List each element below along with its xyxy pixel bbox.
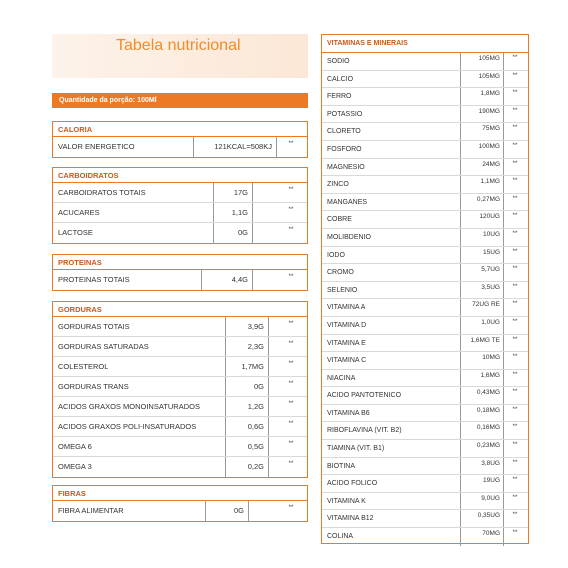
nutrient-name: POTASSIO bbox=[327, 110, 363, 118]
daily-value-marker: ** bbox=[512, 354, 518, 361]
section-caloria bbox=[52, 121, 308, 158]
table-row bbox=[322, 440, 528, 458]
nutrient-value: 3,8UG bbox=[460, 458, 504, 475]
nutrient-value: 24MG bbox=[460, 159, 504, 176]
title-bar bbox=[52, 34, 308, 78]
daily-value-marker: ** bbox=[512, 494, 518, 501]
nutrient-name: VITAMINA B12 bbox=[327, 515, 374, 523]
nutrient-value: 1,2G bbox=[225, 397, 269, 416]
table-row bbox=[322, 71, 528, 89]
table-row bbox=[322, 176, 528, 194]
nutrient-value: 1,7MG bbox=[225, 357, 269, 376]
nutrient-value: 120UG bbox=[460, 211, 504, 228]
section-gorduras bbox=[52, 301, 308, 478]
table-row bbox=[322, 141, 528, 159]
daily-value-marker: ** bbox=[288, 207, 294, 213]
daily-value-marker: ** bbox=[288, 421, 294, 427]
nutrient-name: MAGNESIO bbox=[327, 163, 365, 171]
nutrient-name: ACIDO PANTOTENICO bbox=[327, 392, 402, 400]
nutrient-value: 15UG bbox=[460, 247, 504, 264]
table-row bbox=[322, 352, 528, 370]
nutrient-value: 9,0UG bbox=[460, 493, 504, 510]
nutrient-value: 0,6G bbox=[225, 417, 269, 436]
section-heading: FIBRAS bbox=[53, 486, 307, 501]
nutrient-value: 0,2G bbox=[225, 457, 269, 477]
nutrient-name: MANGANES bbox=[327, 198, 368, 206]
nutrient-value: 1,8MG bbox=[460, 88, 504, 105]
table-row bbox=[322, 528, 528, 546]
nutrient-value: 0G bbox=[225, 377, 269, 396]
table-row bbox=[322, 335, 528, 353]
table-row bbox=[53, 437, 307, 457]
nutrient-value: 1,6MG TE bbox=[460, 335, 504, 352]
nutrient-name: SELENIO bbox=[327, 286, 358, 294]
table-row bbox=[322, 370, 528, 388]
nutrient-name: VITAMINA D bbox=[327, 321, 367, 329]
daily-value-marker: ** bbox=[288, 505, 294, 511]
nutrient-value: 3,9G bbox=[225, 317, 269, 336]
daily-value-marker: ** bbox=[512, 90, 518, 97]
table-row bbox=[53, 397, 307, 417]
daily-value-marker: ** bbox=[512, 424, 518, 431]
daily-value-marker: ** bbox=[512, 55, 518, 61]
nutrient-value: 75MG bbox=[460, 123, 504, 140]
nutrient-name: TIAMINA (VIT. B1) bbox=[327, 445, 385, 453]
daily-value-marker: ** bbox=[288, 227, 294, 233]
nutrient-name: FIBRA ALIMENTAR bbox=[58, 506, 124, 515]
table-row bbox=[322, 264, 528, 282]
nutrient-value: 0,5G bbox=[225, 437, 269, 456]
nutrient-name: COLINA bbox=[327, 533, 354, 541]
nutrient-value: 105MG bbox=[460, 53, 504, 70]
daily-value-marker: ** bbox=[512, 389, 518, 396]
nutrient-name: NIACINA bbox=[327, 374, 356, 382]
daily-value-marker: ** bbox=[288, 187, 294, 193]
daily-value-marker: ** bbox=[512, 213, 518, 220]
nutrient-name: VALOR ENERGETICO bbox=[58, 142, 135, 151]
daily-value-marker: ** bbox=[512, 107, 518, 114]
section-fibras bbox=[52, 485, 308, 522]
table-row bbox=[322, 106, 528, 124]
nutrient-name: SODIO bbox=[327, 58, 350, 65]
daily-value-marker: ** bbox=[512, 125, 518, 132]
daily-value-marker: ** bbox=[512, 442, 518, 449]
nutrient-name: VITAMINA E bbox=[327, 339, 366, 347]
nutrient-value: 190MG bbox=[460, 106, 504, 123]
table-row bbox=[322, 247, 528, 265]
nutrient-value: 0,35UG bbox=[460, 510, 504, 527]
nutrient-value: 100MG bbox=[460, 141, 504, 158]
table-row bbox=[53, 203, 307, 223]
table-row bbox=[53, 223, 307, 243]
table-row bbox=[322, 229, 528, 247]
nutrient-name: PROTEINAS TOTAIS bbox=[58, 275, 130, 284]
daily-value-marker: ** bbox=[512, 318, 518, 325]
table-row bbox=[53, 270, 307, 290]
daily-value-marker: ** bbox=[512, 477, 518, 484]
nutrient-value: 72UG RE bbox=[460, 299, 504, 316]
nutrient-name: GORDURAS TOTAIS bbox=[58, 322, 130, 331]
daily-value-marker: ** bbox=[288, 461, 294, 467]
table-row bbox=[322, 211, 528, 229]
daily-value-marker: ** bbox=[512, 406, 518, 413]
daily-value-marker: ** bbox=[512, 301, 518, 308]
table-row bbox=[53, 317, 307, 337]
nutrient-name: CLORETO bbox=[327, 128, 361, 136]
table-row bbox=[322, 493, 528, 511]
daily-value-marker: ** bbox=[512, 248, 518, 255]
table-row bbox=[322, 123, 528, 141]
nutrient-name: ZINCO bbox=[327, 181, 349, 189]
daily-value-marker: ** bbox=[512, 266, 518, 273]
nutrient-value: 0G bbox=[213, 223, 253, 243]
table-row bbox=[322, 510, 528, 528]
nutrient-value: 70MG bbox=[460, 528, 504, 546]
nutrient-value: 10UG bbox=[460, 229, 504, 246]
section-heading: CALORIA bbox=[53, 122, 307, 137]
nutrient-name: FOSFORO bbox=[327, 145, 362, 153]
table-row bbox=[53, 377, 307, 397]
table-row bbox=[322, 387, 528, 405]
nutrient-value: 10MG bbox=[460, 352, 504, 369]
nutrient-name: COLESTEROL bbox=[58, 362, 109, 371]
daily-value-marker: ** bbox=[288, 381, 294, 387]
section-proteinas bbox=[52, 254, 308, 291]
table-row bbox=[53, 417, 307, 437]
nutrient-name: CARBOIDRATOS TOTAIS bbox=[58, 188, 146, 197]
nutrient-value: 0G bbox=[205, 501, 249, 521]
table-row bbox=[53, 137, 307, 157]
daily-value-marker: ** bbox=[288, 341, 294, 347]
nutrient-value: 17G bbox=[213, 183, 253, 202]
daily-value-marker: ** bbox=[512, 512, 518, 519]
nutrient-name: VITAMINA A bbox=[327, 304, 366, 312]
table-row bbox=[53, 357, 307, 377]
daily-value-marker: ** bbox=[512, 530, 518, 537]
nutrient-value: 1,1G bbox=[213, 203, 253, 222]
table-row bbox=[322, 53, 528, 71]
nutrient-name: ACIDOS GRAXOS MONOINSATURADOS bbox=[58, 402, 200, 411]
nutrient-value: 3,5UG bbox=[460, 282, 504, 299]
nutrient-name: ACIDO FOLICO bbox=[327, 480, 378, 488]
section-carboidratos bbox=[52, 167, 308, 244]
nutrient-value: 1,1MG bbox=[460, 176, 504, 193]
nutrient-value: 121KCAL=508KJ bbox=[193, 137, 277, 157]
nutrient-value: 0,16MG bbox=[460, 422, 504, 439]
daily-value-marker: ** bbox=[512, 160, 518, 167]
nutrient-name: ACUCARES bbox=[58, 208, 100, 217]
table-row bbox=[322, 422, 528, 440]
nutrient-name: OMEGA 3 bbox=[58, 462, 92, 471]
nutrient-name: MOLIBDENIO bbox=[327, 233, 371, 241]
nutrient-value: 0,43MG bbox=[460, 387, 504, 404]
daily-value-marker: ** bbox=[288, 274, 294, 280]
nutrient-name: LACTOSE bbox=[58, 228, 93, 237]
table-row bbox=[53, 457, 307, 477]
nutrient-name: GORDURAS TRANS bbox=[58, 382, 129, 391]
nutrient-name: OMEGA 6 bbox=[58, 442, 92, 451]
nutrient-name: GORDURAS SATURADAS bbox=[58, 342, 149, 351]
nutrient-value: 1,0UG bbox=[460, 317, 504, 334]
daily-value-marker: ** bbox=[512, 283, 518, 290]
nutrient-name: FERRO bbox=[327, 93, 352, 101]
section-vitaminas-minerais bbox=[321, 34, 529, 544]
table-row bbox=[53, 183, 307, 203]
nutrient-name: BIOTINA bbox=[327, 462, 356, 470]
nutrient-name: CROMO bbox=[327, 269, 354, 277]
table-row bbox=[322, 317, 528, 335]
nutrient-name: CALCIO bbox=[327, 75, 354, 83]
table-row bbox=[322, 159, 528, 177]
daily-value-marker: ** bbox=[512, 459, 518, 466]
table-row bbox=[53, 501, 307, 521]
nutrient-name: VITAMINA C bbox=[327, 357, 367, 365]
nutrient-name: VITAMINA B6 bbox=[327, 409, 370, 417]
daily-value-marker: ** bbox=[288, 401, 294, 407]
nutrient-name: IODO bbox=[327, 251, 345, 259]
table-row bbox=[53, 337, 307, 357]
nutrient-name: COBRE bbox=[327, 216, 352, 224]
nutrient-value: 105MG bbox=[460, 71, 504, 88]
nutrient-value: 0,18MG bbox=[460, 405, 504, 422]
section-heading: VITAMINAS E MINERAIS bbox=[322, 35, 528, 53]
table-row bbox=[322, 458, 528, 476]
nutrient-name: RIBOFLAVINA (VIT. B2) bbox=[327, 427, 402, 435]
daily-value-marker: ** bbox=[512, 72, 518, 79]
daily-value-marker: ** bbox=[512, 195, 518, 202]
table-row bbox=[322, 405, 528, 423]
nutrient-value: 2,3G bbox=[225, 337, 269, 356]
nutrient-value: 19UG bbox=[460, 475, 504, 492]
nutrient-value: 0,23MG bbox=[460, 440, 504, 457]
table-row bbox=[322, 299, 528, 317]
table-row bbox=[322, 475, 528, 493]
table-row bbox=[322, 282, 528, 300]
page-title: Tabela nutricional bbox=[116, 37, 241, 54]
daily-value-marker: ** bbox=[512, 178, 518, 185]
daily-value-marker: ** bbox=[288, 141, 294, 147]
section-heading: CARBOIDRATOS bbox=[53, 168, 307, 183]
daily-value-marker: ** bbox=[512, 230, 518, 237]
daily-value-marker: ** bbox=[288, 321, 294, 327]
table-row bbox=[322, 194, 528, 212]
nutrient-value: 0,27MG bbox=[460, 194, 504, 211]
daily-value-marker: ** bbox=[288, 361, 294, 367]
nutrient-name: VITAMINA K bbox=[327, 497, 366, 505]
nutrient-value: 4,4G bbox=[201, 270, 253, 290]
section-heading: PROTEINAS bbox=[53, 255, 307, 270]
nutrient-value: 5,7UG bbox=[460, 264, 504, 281]
nutrient-name: ACIDOS GRAXOS POLI-INSATURADOS bbox=[58, 422, 197, 431]
table-row bbox=[322, 88, 528, 106]
portion-banner: Quantidade da porção: 100Ml bbox=[52, 93, 308, 108]
nutrient-value: 1,6MG bbox=[460, 370, 504, 387]
daily-value-marker: ** bbox=[512, 142, 518, 149]
daily-value-marker: ** bbox=[288, 441, 294, 447]
daily-value-marker: ** bbox=[512, 371, 518, 378]
section-heading: GORDURAS bbox=[53, 302, 307, 317]
daily-value-marker: ** bbox=[512, 336, 518, 343]
